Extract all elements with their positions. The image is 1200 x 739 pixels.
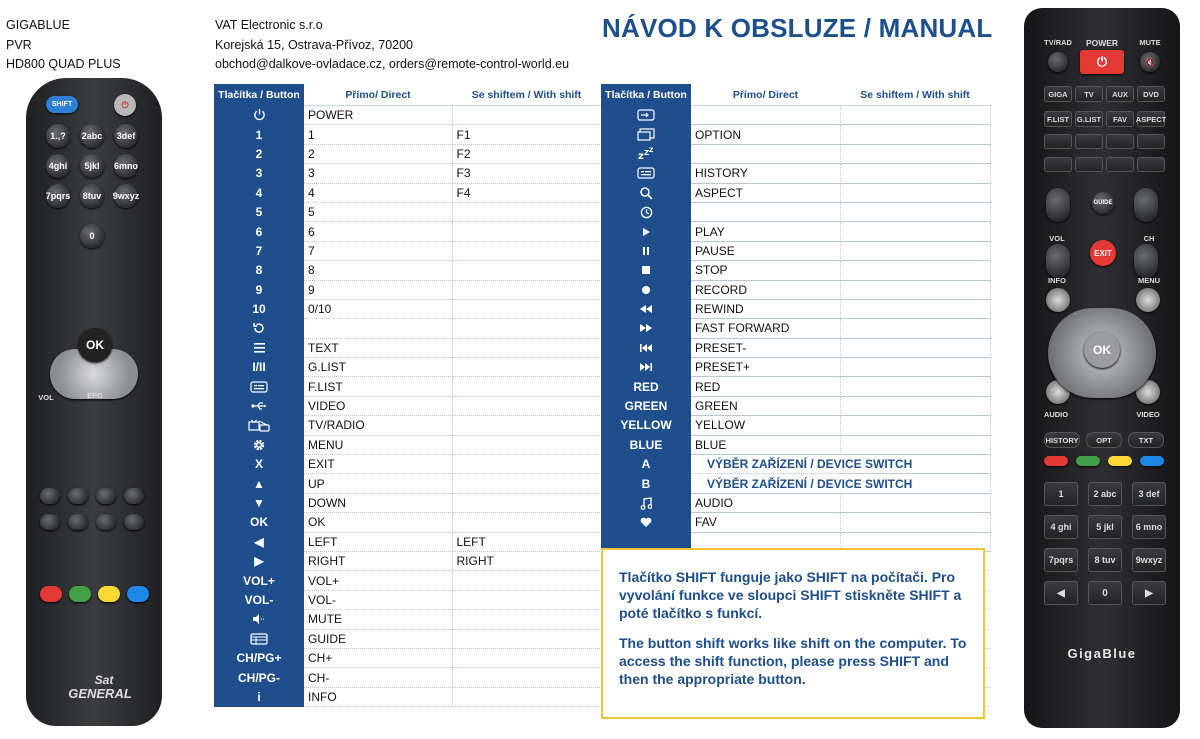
prev-icon — [601, 338, 691, 357]
direct-function: GUIDE — [304, 629, 452, 648]
button-symbol: I/II — [214, 358, 304, 377]
right-row — [601, 144, 990, 163]
shift-function — [452, 687, 601, 706]
digit-key: 9wxyz — [114, 184, 138, 208]
button-symbol: CH/PG+ — [214, 648, 304, 667]
direct-function: CH+ — [304, 648, 452, 667]
right-row — [601, 377, 990, 396]
gigablue-logo: GigaBlue — [1067, 646, 1137, 661]
shift-function — [452, 474, 601, 493]
function-key: F.LIST — [1044, 111, 1072, 127]
direct-function: DOWN — [304, 493, 452, 512]
transport-key — [1106, 134, 1134, 149]
direct-function: 1 — [304, 125, 452, 144]
tvrad-key — [1048, 52, 1068, 72]
device-switch-label: VÝBĚR ZAŘÍZENÍ / DEVICE SWITCH — [691, 474, 990, 493]
shift-function — [452, 222, 601, 241]
shift-function: F1 — [452, 125, 601, 144]
shift-function — [840, 358, 990, 377]
direct-function: PRESET- — [691, 338, 840, 357]
transport-key — [1075, 134, 1103, 149]
direct-function: RECORD — [691, 280, 840, 299]
button-symbol: VOL+ — [214, 571, 304, 590]
exit-key: EXIT — [1090, 240, 1116, 266]
right-row — [601, 183, 990, 202]
button-symbol: YELLOW — [601, 416, 691, 435]
button-symbol: ◀ — [214, 532, 304, 551]
menu-lines-icon — [214, 338, 304, 357]
company-header — [215, 16, 569, 75]
color-key — [69, 586, 91, 602]
col-header-shift: Se shiftem / With shift — [452, 84, 601, 106]
shift-function — [840, 319, 990, 338]
right-row — [601, 125, 990, 144]
mute-key-icon: 🔇 — [1140, 52, 1160, 72]
transport-key — [1137, 157, 1165, 172]
direct-function: VOL+ — [304, 571, 452, 590]
button-symbol: 5 — [214, 202, 304, 221]
shift-function — [452, 513, 601, 532]
guide-key: GUIDE — [1092, 192, 1114, 214]
shift-function — [840, 106, 990, 125]
shift-function — [452, 396, 601, 415]
button-symbol: ▼ — [214, 493, 304, 512]
shift-function — [452, 629, 601, 648]
shift-function — [840, 202, 990, 221]
direct-function: 7 — [304, 241, 452, 260]
button-symbol: 8 — [214, 261, 304, 280]
right-row — [601, 319, 990, 338]
digit-key: 2abc — [80, 124, 104, 148]
function-key: TV — [1075, 86, 1103, 102]
digit-key-zero: 0 — [1088, 581, 1122, 605]
small-key — [40, 514, 60, 530]
page-title: NÁVOD K OBSLUZE / MANUAL — [602, 13, 993, 43]
rewind-icon — [601, 299, 691, 318]
vol-label: VOL — [38, 393, 54, 402]
arrow-right-icon: ▶ — [1132, 581, 1166, 605]
tvrad-label: TV/RAD — [1044, 38, 1072, 47]
small-key — [68, 488, 88, 504]
direct-function: 2 — [304, 144, 452, 163]
svg-text:Z: Z — [644, 149, 650, 158]
heart-icon — [601, 513, 691, 532]
menu-label: MENU — [1137, 276, 1161, 285]
col-header-direct-2: Přímo/ Direct — [691, 84, 840, 106]
color-key — [98, 586, 120, 602]
small-key — [124, 488, 144, 504]
shift-function — [840, 299, 990, 318]
tv-radio-icon — [214, 416, 304, 435]
shift-function — [452, 241, 601, 260]
direct-function: TEXT — [304, 338, 452, 357]
digit-key: 3def — [114, 124, 138, 148]
digit-key: 8 tuv — [1088, 548, 1122, 572]
right-row — [601, 396, 990, 415]
direct-function: EXIT — [304, 455, 452, 474]
color-key — [127, 586, 149, 602]
corner-key — [1046, 288, 1070, 312]
right-row — [601, 241, 990, 260]
svg-text:z: z — [638, 151, 644, 161]
rocker-key — [1134, 244, 1158, 278]
shift-function — [452, 648, 601, 667]
record-icon — [601, 280, 691, 299]
digit-key: 7pqrs — [46, 184, 70, 208]
direct-function: BLUE — [691, 435, 840, 454]
right-row — [601, 513, 990, 532]
back-icon — [214, 319, 304, 338]
small-key — [68, 514, 88, 530]
color-key — [1076, 456, 1100, 466]
ok-key-right: OK — [1084, 332, 1120, 368]
direct-function — [691, 144, 840, 163]
digit-key: 1 — [1044, 482, 1078, 506]
small-key — [96, 514, 116, 530]
right-row — [601, 299, 990, 318]
note-icon — [601, 493, 691, 512]
direct-function: OK — [304, 513, 452, 532]
small-key — [96, 488, 116, 504]
shift-function — [840, 493, 990, 512]
direct-function: ASPECT — [691, 183, 840, 202]
shift-function — [452, 106, 601, 125]
subtitle-icon — [214, 377, 304, 396]
digit-key: 5 jkl — [1088, 515, 1122, 539]
shift-function — [452, 416, 601, 435]
right-row — [601, 493, 990, 512]
function-key: AUX — [1106, 86, 1134, 102]
subtitle-icon — [601, 164, 691, 183]
direct-function: POWER — [304, 106, 452, 125]
digit-key: 6 mno — [1132, 515, 1166, 539]
shift-function — [840, 396, 990, 415]
button-symbol: 7 — [214, 241, 304, 260]
direct-function: 3 — [304, 164, 452, 183]
epg-label: EPG — [87, 391, 103, 400]
remote-left-image — [26, 78, 162, 726]
shift-function — [840, 261, 990, 280]
corner-key — [1136, 288, 1160, 312]
button-symbol: CH/PG- — [214, 668, 304, 687]
shift-function — [840, 416, 990, 435]
shift-function — [452, 493, 601, 512]
audio-label: AUDIO — [1043, 410, 1069, 419]
brand-name: GIGABLUE — [6, 18, 70, 32]
shift-function — [452, 571, 601, 590]
button-symbol: 1 — [214, 125, 304, 144]
right-row — [601, 338, 990, 357]
mute-label: MUTE — [1139, 38, 1161, 47]
svg-text:Z: Z — [649, 147, 654, 155]
shift-function — [452, 319, 601, 338]
digit-key: 6mno — [114, 154, 138, 178]
direct-function: VOL- — [304, 590, 452, 609]
direct-function: PLAY — [691, 222, 840, 241]
button-symbol: 10 — [214, 299, 304, 318]
right-row — [601, 280, 990, 299]
right-row — [601, 416, 990, 435]
right-row — [601, 202, 990, 221]
color-key — [1140, 456, 1164, 466]
shift-function: F4 — [452, 183, 601, 202]
transport-key — [1137, 134, 1165, 149]
direct-function: OPTION — [691, 125, 840, 144]
direct-function: GREEN — [691, 396, 840, 415]
direct-function: UP — [304, 474, 452, 493]
shift-function — [840, 338, 990, 357]
multiscreen-icon — [601, 125, 691, 144]
ffwd-icon — [601, 319, 691, 338]
shift-function — [452, 261, 601, 280]
right-row — [601, 222, 990, 241]
right-row — [601, 358, 990, 377]
direct-function: 4 — [304, 183, 452, 202]
shift-function — [840, 125, 990, 144]
button-symbol: RED — [601, 377, 691, 396]
right-row — [601, 435, 990, 454]
power-icon — [214, 106, 304, 125]
shift-function — [452, 610, 601, 629]
shift-function: LEFT — [452, 532, 601, 551]
right-row — [601, 106, 990, 125]
general-logo: GENERAL — [68, 686, 132, 701]
power-label: POWER — [1085, 38, 1119, 48]
digit-key: 7pqrs — [1044, 548, 1078, 572]
shift-function — [452, 435, 601, 454]
digit-key-zero: 0 — [80, 224, 104, 248]
direct-function: FAV — [691, 513, 840, 532]
direct-function: PRESET+ — [691, 358, 840, 377]
right-row — [601, 261, 990, 280]
play-icon — [601, 222, 691, 241]
direct-function: AUDIO — [691, 493, 840, 512]
shift-function — [452, 377, 601, 396]
function-key: GIGA — [1044, 86, 1072, 102]
digit-key: 9wxyz — [1132, 548, 1166, 572]
gear-icon — [214, 435, 304, 454]
color-key — [1108, 456, 1132, 466]
input-icon — [601, 106, 691, 125]
button-symbol: 3 — [214, 164, 304, 183]
col-header-direct: Přímo/ Direct — [304, 84, 452, 106]
digit-key: 4ghi — [46, 154, 70, 178]
button-symbol: B — [601, 474, 691, 493]
direct-function: 0/10 — [304, 299, 452, 318]
direct-function: FAST FORWARD — [691, 319, 840, 338]
right-row — [601, 474, 990, 493]
small-key — [124, 514, 144, 530]
direct-function: STOP — [691, 261, 840, 280]
transport-key — [1044, 157, 1072, 172]
function-key: FAV — [1106, 111, 1134, 127]
direct-function: REWIND — [691, 299, 840, 318]
digit-key: 1.,? — [46, 124, 70, 148]
power-key-icon: ⏻ — [114, 94, 136, 116]
model-header — [6, 16, 121, 75]
direct-function: RIGHT — [304, 551, 452, 570]
digit-key: 2 abc — [1088, 482, 1122, 506]
guide-icon — [214, 629, 304, 648]
shift-function — [840, 513, 990, 532]
button-symbol: i — [214, 687, 304, 706]
transport-key — [1044, 134, 1072, 149]
shift-function — [840, 241, 990, 260]
button-table-right — [601, 84, 991, 552]
button-symbol: VOL- — [214, 590, 304, 609]
button-symbol: 9 — [214, 280, 304, 299]
direct-function: MUTE — [304, 610, 452, 629]
direct-function: CH- — [304, 668, 452, 687]
function-key: DVD — [1137, 86, 1165, 102]
model-name: HD800 QUAD PLUS — [6, 57, 121, 71]
shift-function: F2 — [452, 144, 601, 163]
function-key: G.LIST — [1075, 111, 1103, 127]
direct-function: HISTORY — [691, 164, 840, 183]
right-row — [601, 455, 990, 474]
sat-label: Sat — [94, 673, 114, 687]
direct-function: VIDEO — [304, 396, 452, 415]
direct-function — [691, 202, 840, 221]
col-header-button: Tlačítka / Button — [214, 84, 304, 106]
sleep-icon — [601, 144, 691, 163]
button-symbol: BLUE — [601, 435, 691, 454]
direct-function: MENU — [304, 435, 452, 454]
button-symbol: ▶ — [214, 551, 304, 570]
direct-function: 9 — [304, 280, 452, 299]
shift-function: RIGHT — [452, 551, 601, 570]
button-symbol: 4 — [214, 183, 304, 202]
direct-function: PAUSE — [691, 241, 840, 260]
button-symbol: 6 — [214, 222, 304, 241]
pause-icon — [601, 241, 691, 260]
shift-function — [452, 202, 601, 221]
mute-icon — [214, 610, 304, 629]
shift-function — [840, 183, 990, 202]
button-symbol: OK — [214, 513, 304, 532]
direct-function: INFO — [304, 687, 452, 706]
shift-function: F3 — [452, 164, 601, 183]
button-symbol: GREEN — [601, 396, 691, 415]
rocker-key — [1046, 188, 1070, 222]
info-label: INFO — [1048, 276, 1066, 285]
ok-key: OK — [78, 328, 112, 362]
button-symbol: ▲ — [214, 474, 304, 493]
shift-function — [840, 377, 990, 396]
shift-function — [452, 668, 601, 687]
direct-function: 8 — [304, 261, 452, 280]
company-name: VAT Electronic s.r.o — [215, 18, 323, 32]
company-address: Korejská 15, Ostrava-Přívoz, 70200 — [215, 37, 414, 52]
digit-key: 5jkl — [80, 154, 104, 178]
stop-icon — [601, 261, 691, 280]
shift-function — [840, 164, 990, 183]
shift-function — [452, 338, 601, 357]
device-type: PVR — [6, 37, 32, 52]
shift-function — [452, 455, 601, 474]
remote-right-image — [1024, 8, 1180, 728]
shift-function — [452, 299, 601, 318]
info-text-cz: Tlačítko SHIFT funguje jako SHIFT na počítači. Pro vyvolání funkce ve sloupci SHIFT stiskněte SHIFT a poté tlačítko s funkcí. — [619, 569, 962, 621]
company-emails: obchod@dalkove-ovladace.cz, orders@remote-control-world.eu — [215, 57, 570, 71]
clock-icon — [601, 202, 691, 221]
direct-function: LEFT — [304, 532, 452, 551]
shift-function — [840, 144, 990, 163]
rocker-key — [1134, 188, 1158, 222]
digit-key: 3 def — [1132, 482, 1166, 506]
arrow-left-icon: ◀ — [1044, 581, 1078, 605]
col-header-shift-2: Se shiftem / With shift — [840, 84, 990, 106]
direct-function — [691, 106, 840, 125]
digit-key: 4 ghi — [1044, 515, 1078, 539]
shift-function — [452, 358, 601, 377]
direct-function — [304, 319, 452, 338]
device-switch-label: VÝBĚR ZAŘÍZENÍ / DEVICE SWITCH — [691, 455, 990, 474]
rocker-key — [1046, 244, 1070, 278]
video-label: VIDEO — [1136, 410, 1160, 419]
usb-icon — [214, 396, 304, 415]
transport-key — [1075, 157, 1103, 172]
direct-function: TV/RADIO — [304, 416, 452, 435]
shift-function — [452, 590, 601, 609]
shift-function — [840, 222, 990, 241]
button-symbol: X — [214, 455, 304, 474]
info-text-en: The button shift works like shift on the computer. To access the shift function, please press SHIFT and then the appropriate button. — [619, 635, 967, 687]
function-key: HISTORY — [1044, 432, 1080, 448]
button-symbol: 2 — [214, 144, 304, 163]
direct-function: YELLOW — [691, 416, 840, 435]
right-row — [601, 164, 990, 183]
function-key: ASPECT — [1137, 111, 1165, 127]
shift-info-box — [601, 548, 985, 719]
shift-function — [452, 280, 601, 299]
function-key: OPT — [1086, 432, 1122, 448]
color-key — [40, 586, 62, 602]
direct-function: 6 — [304, 222, 452, 241]
button-symbol: A — [601, 455, 691, 474]
transport-key — [1106, 157, 1134, 172]
digit-key: 8tuv — [80, 184, 104, 208]
color-key — [1044, 456, 1068, 466]
ch-label: CH — [1143, 234, 1155, 243]
zoom-icon — [601, 183, 691, 202]
direct-function: F.LIST — [304, 377, 452, 396]
col-header-button-2: Tlačítka / Button — [601, 84, 691, 106]
small-key — [40, 488, 60, 504]
shift-key: SHIFT — [46, 96, 78, 113]
next-icon — [601, 358, 691, 377]
shift-function — [840, 280, 990, 299]
shift-function — [840, 435, 990, 454]
direct-function: 5 — [304, 202, 452, 221]
vol-label-right: VOL — [1049, 234, 1065, 243]
direct-function: RED — [691, 377, 840, 396]
function-key: TXT — [1128, 432, 1164, 448]
direct-function: G.LIST — [304, 358, 452, 377]
power-key-icon-right: ⏻ — [1080, 50, 1124, 74]
